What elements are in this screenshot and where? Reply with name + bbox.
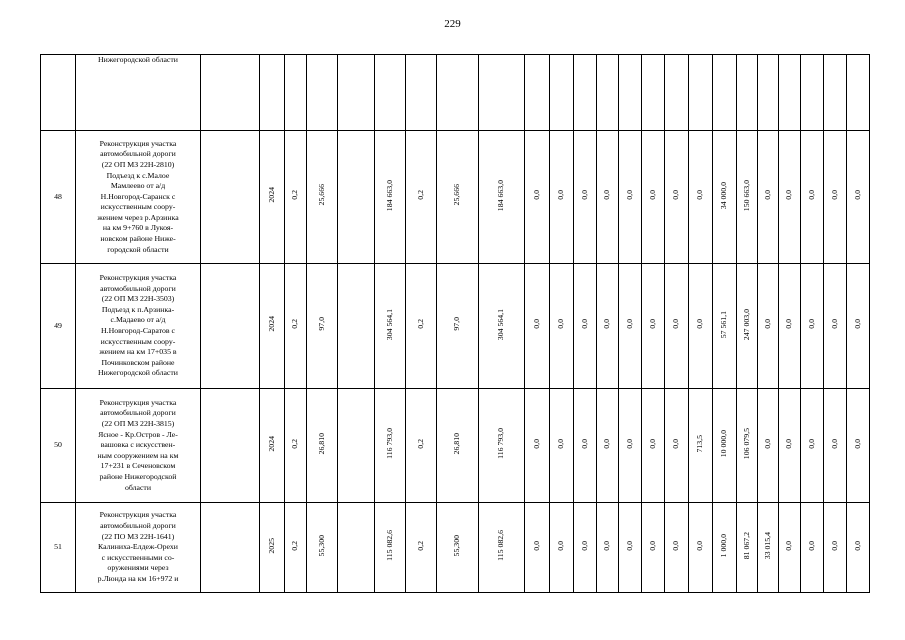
value-cell: [758, 503, 779, 593]
value-text: 0,0: [579, 319, 589, 330]
value-cell: [437, 389, 479, 503]
value-cell: [437, 264, 479, 389]
value-cell: [665, 503, 689, 593]
empty-cell: [665, 55, 689, 131]
value-text: 0,2: [415, 438, 425, 449]
value-text: 0,0: [531, 190, 541, 201]
value-cell: [619, 503, 642, 593]
project-name-cell: [76, 389, 201, 503]
value-cell: [737, 503, 758, 593]
value-cell: [642, 264, 665, 389]
value-cell: [479, 389, 525, 503]
value-text: 0,0: [829, 319, 839, 330]
value-text: 247 003,0: [741, 308, 751, 340]
value-cell: [597, 264, 619, 389]
value-cell: [574, 503, 597, 593]
value-cell: [665, 131, 689, 264]
value-text: 10 000,0: [719, 430, 729, 458]
empty-cell: [758, 55, 779, 131]
value-cell: [525, 389, 550, 503]
value-text: 26,810: [316, 432, 326, 455]
value-text: 0,0: [531, 438, 541, 449]
value-cell: [260, 264, 285, 389]
table-row: [41, 55, 870, 131]
project-name-cell: [76, 131, 201, 264]
value-cell: [713, 389, 737, 503]
row-number-cell: 48: [41, 131, 76, 264]
value-cell: [479, 264, 525, 389]
value-text: 0,2: [415, 540, 425, 551]
value-text: 0,0: [556, 190, 566, 201]
value-cell: [375, 264, 406, 389]
value-cell: [824, 389, 847, 503]
value-cell: [689, 131, 713, 264]
value-cell: [574, 264, 597, 389]
value-cell: [713, 131, 737, 264]
value-text: 0,0: [829, 438, 839, 449]
value-text: 0,0: [624, 190, 634, 201]
value-text: 0,0: [647, 190, 657, 201]
empty-cell: [375, 55, 406, 131]
value-text: 0,0: [806, 319, 816, 330]
value-text: 115 082,6: [496, 530, 506, 562]
value-text: 115 082,6: [384, 530, 394, 562]
value-cell: [525, 131, 550, 264]
value-text: 0,0: [806, 540, 816, 551]
value-text: 0,0: [579, 190, 589, 201]
value-text: 97,0: [452, 317, 462, 332]
value-cell: [285, 131, 307, 264]
row-number-cell: [41, 55, 76, 131]
value-cell: [801, 131, 824, 264]
row-number-cell: 50: [41, 389, 76, 503]
value-text: 116 793,0: [496, 428, 506, 460]
empty-cell: [574, 55, 597, 131]
value-text: 304 564,1: [384, 308, 394, 340]
value-text: 304 564,1: [496, 308, 506, 340]
empty-cell: [824, 55, 847, 131]
value-cell: [550, 389, 574, 503]
value-text: 0,2: [290, 540, 300, 551]
value-cell: [713, 503, 737, 593]
value-text: 2025: [266, 537, 276, 554]
value-text: 0,0: [852, 319, 862, 330]
value-cell: [689, 264, 713, 389]
value-cell: [689, 503, 713, 593]
value-cell: [285, 264, 307, 389]
value-text: 0,0: [762, 319, 772, 330]
empty-cell: [406, 55, 437, 131]
value-cell: [779, 131, 801, 264]
value-cell: [338, 389, 375, 503]
project-name-cell: [76, 503, 201, 593]
value-cell: [406, 503, 437, 593]
value-text: 0,0: [762, 438, 772, 449]
value-text: 0,0: [624, 438, 634, 449]
value-text: 2024: [266, 435, 276, 452]
empty-cell: [437, 55, 479, 131]
value-text: 0,0: [671, 540, 681, 551]
value-cell: [642, 389, 665, 503]
value-cell: [801, 264, 824, 389]
value-cell: [824, 503, 847, 593]
value-text: 0,0: [829, 190, 839, 201]
value-cell: [847, 389, 870, 503]
value-text: 0,0: [556, 540, 566, 551]
empty-cell: [260, 55, 285, 131]
value-text: 0,0: [531, 319, 541, 330]
data-table: [40, 54, 870, 593]
value-text: 0,0: [762, 190, 772, 201]
value-cell: [574, 131, 597, 264]
value-cell: [665, 389, 689, 503]
value-cell: [737, 131, 758, 264]
value-cell: [665, 264, 689, 389]
value-cell: [597, 131, 619, 264]
empty-cell: [619, 55, 642, 131]
value-cell: [338, 131, 375, 264]
table-row: [41, 131, 870, 264]
value-cell: [375, 131, 406, 264]
page-number: 229: [444, 18, 461, 30]
value-cell: [338, 264, 375, 389]
value-text: 0,0: [695, 319, 705, 330]
empty-cell: [737, 55, 758, 131]
project-name-cell: [76, 55, 201, 131]
project-name-text: Реконструкция участка автомобильной дороги (22 ОП МЗ 22Н-3503) Подъезд к п.Арзинка- с.Мадаево от а/д Н.Новгород-Саратов с искусственным соору- жением на км 17+035 в Починковском районе Нижегородской области: [98, 273, 178, 378]
value-text: 0,0: [531, 540, 541, 551]
value-cell: [406, 131, 437, 264]
value-cell: [619, 131, 642, 264]
value-text: 0,0: [624, 319, 634, 330]
value-text: 713,5: [695, 434, 705, 453]
value-cell: [375, 503, 406, 593]
empty-cell: [597, 55, 619, 131]
value-text: 0,0: [602, 540, 612, 551]
value-text: 0,0: [784, 438, 794, 449]
value-cell: [550, 264, 574, 389]
empty-cell: [689, 55, 713, 131]
value-cell: [307, 389, 338, 503]
value-text: 0,2: [290, 190, 300, 201]
value-cell: [479, 131, 525, 264]
value-text: 0,2: [415, 190, 425, 201]
value-text: 0,0: [671, 438, 681, 449]
value-text: 33 015,4: [762, 532, 772, 560]
value-cell: [847, 503, 870, 593]
empty-cell: [642, 55, 665, 131]
value-text: 0,0: [624, 540, 634, 551]
value-cell: [525, 264, 550, 389]
table-body: [41, 55, 870, 593]
project-name-cell: [76, 264, 201, 389]
value-cell: [737, 264, 758, 389]
value-cell: [437, 131, 479, 264]
value-text: 0,0: [806, 438, 816, 449]
value-cell: [779, 389, 801, 503]
empty-cell: [201, 503, 260, 593]
table-row: [41, 389, 870, 503]
value-cell: [307, 264, 338, 389]
value-text: 106 079,5: [741, 428, 751, 460]
value-text: 0,0: [602, 319, 612, 330]
empty-cell: [338, 55, 375, 131]
value-text: 0,0: [556, 438, 566, 449]
value-text: 0,0: [784, 319, 794, 330]
value-cell: [338, 503, 375, 593]
value-cell: [758, 131, 779, 264]
value-text: 0,0: [579, 438, 589, 449]
value-cell: [437, 503, 479, 593]
value-text: 26,810: [452, 432, 462, 455]
value-text: 184 663,0: [496, 179, 506, 211]
value-text: 0,0: [647, 540, 657, 551]
value-cell: [619, 264, 642, 389]
value-text: 1 000,0: [719, 534, 729, 558]
value-text: 0,0: [671, 190, 681, 201]
empty-cell: [201, 264, 260, 389]
value-text: 0,0: [852, 438, 862, 449]
value-text: 0,0: [784, 540, 794, 551]
empty-cell: [201, 55, 260, 131]
value-cell: [642, 503, 665, 593]
project-name-text: Реконструкция участка автомобильной дороги (22 ОП МЗ 22Н-3815) Ясное - Кр.Остров - Ле- вашовка с искусствен- ным сооружением на км 17+231 в Сеченовском районе Нижегородской области: [97, 397, 179, 492]
value-cell: [574, 389, 597, 503]
value-text: 0,2: [415, 319, 425, 330]
value-text: 150 663,0: [741, 179, 751, 211]
value-cell: [642, 131, 665, 264]
value-text: 0,2: [290, 438, 300, 449]
empty-cell: [201, 131, 260, 264]
value-cell: [285, 389, 307, 503]
value-text: 34 000,0: [719, 181, 729, 209]
empty-cell: [201, 389, 260, 503]
value-text: 0,0: [647, 319, 657, 330]
value-cell: [260, 131, 285, 264]
empty-cell: [285, 55, 307, 131]
value-cell: [619, 389, 642, 503]
value-cell: [779, 503, 801, 593]
value-cell: [801, 503, 824, 593]
value-text: 55,300: [452, 534, 462, 557]
empty-cell: [479, 55, 525, 131]
value-cell: [824, 264, 847, 389]
project-name-text: Реконструкция участка автомобильной дороги (22 ПО МЗ 22Н-1641) Калиниха-Елдеж-Орехи с искусственными со- оружениями через р.Люнда на км 16+972 и: [97, 510, 179, 583]
value-cell: [824, 131, 847, 264]
value-cell: [406, 264, 437, 389]
table-row: [41, 503, 870, 593]
value-text: 0,0: [784, 190, 794, 201]
value-text: 184 663,0: [384, 179, 394, 211]
value-text: 0,0: [556, 319, 566, 330]
value-text: 2024: [266, 187, 276, 203]
value-cell: [479, 503, 525, 593]
value-cell: [847, 131, 870, 264]
value-cell: [758, 389, 779, 503]
value-cell: [260, 389, 285, 503]
value-cell: [737, 389, 758, 503]
value-cell: [597, 389, 619, 503]
value-text: 116 793,0: [384, 428, 394, 460]
value-text: 0,2: [290, 319, 300, 330]
project-name-text: Нижегородской области: [98, 55, 178, 64]
value-cell: [550, 503, 574, 593]
value-text: 0,0: [695, 190, 705, 201]
value-cell: [550, 131, 574, 264]
empty-cell: [550, 55, 574, 131]
value-text: 0,0: [647, 438, 657, 449]
empty-cell: [847, 55, 870, 131]
value-cell: [597, 503, 619, 593]
row-number-cell: 49: [41, 264, 76, 389]
value-text: 0,0: [671, 319, 681, 330]
value-cell: [847, 264, 870, 389]
value-text: 25,666: [316, 184, 326, 206]
project-name-text: Реконструкция участка автомобильной дороги (22 ОП МЗ 22Н-2810) Подъезд к с.Малое Мамлеево от а/д Н.Новгород-Саранск с искусственным соору- жением через р.Арзинка на км 9+760 в Лукоя- новском районе Ниже- городской области: [97, 138, 179, 254]
value-text: 81 067,2: [741, 532, 751, 560]
value-cell: [375, 389, 406, 503]
row-number-cell: 51: [41, 503, 76, 593]
value-text: 0,0: [852, 540, 862, 551]
value-text: 2024: [266, 316, 276, 332]
value-text: 25,666: [452, 184, 462, 206]
value-cell: [525, 503, 550, 593]
value-text: 0,0: [829, 540, 839, 551]
value-text: 0,0: [602, 190, 612, 201]
empty-cell: [801, 55, 824, 131]
value-text: 0,0: [695, 540, 705, 551]
empty-cell: [307, 55, 338, 131]
value-cell: [406, 389, 437, 503]
value-cell: [307, 503, 338, 593]
empty-cell: [779, 55, 801, 131]
value-cell: [307, 131, 338, 264]
value-text: 55,300: [316, 534, 326, 557]
value-text: 97,0: [316, 317, 326, 332]
value-cell: [779, 264, 801, 389]
table-row: [41, 264, 870, 389]
value-text: 0,0: [852, 190, 862, 201]
value-text: 0,0: [579, 540, 589, 551]
value-cell: [260, 503, 285, 593]
value-cell: [285, 503, 307, 593]
value-cell: [758, 264, 779, 389]
value-text: 0,0: [602, 438, 612, 449]
value-text: 57 561,1: [719, 310, 729, 338]
value-cell: [713, 264, 737, 389]
empty-cell: [713, 55, 737, 131]
value-cell: [689, 389, 713, 503]
empty-cell: [525, 55, 550, 131]
value-text: 0,0: [806, 190, 816, 201]
value-cell: [801, 389, 824, 503]
